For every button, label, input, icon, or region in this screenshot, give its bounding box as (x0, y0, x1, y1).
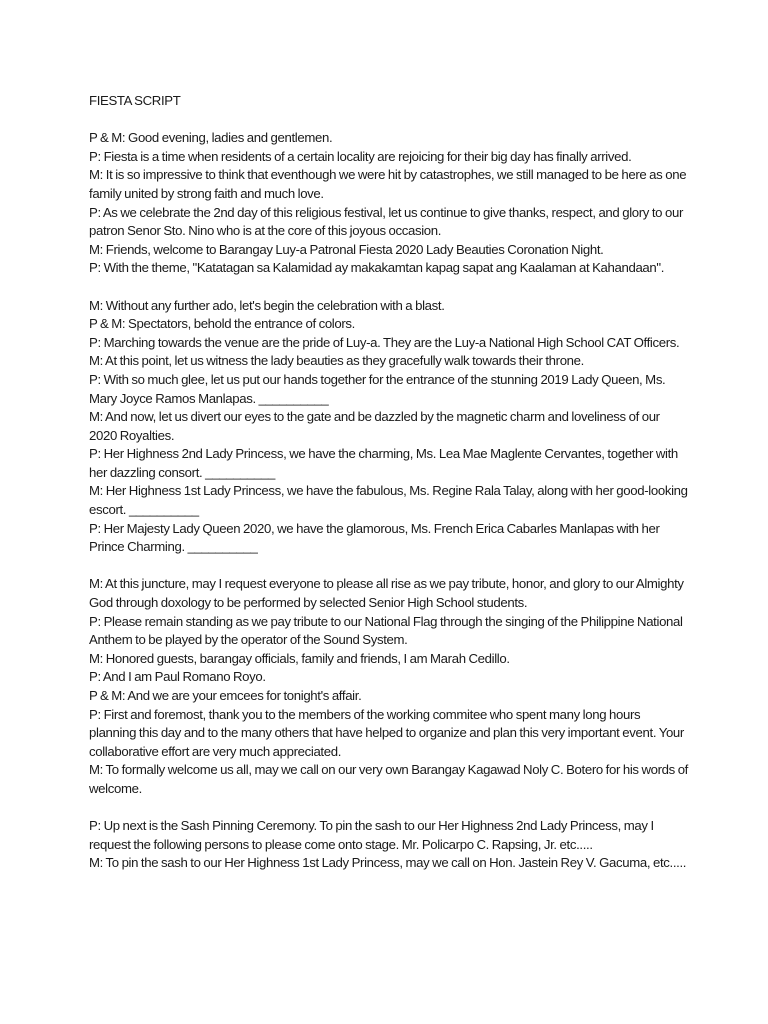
section-gap (89, 557, 689, 576)
script-line: P: Her Highness 2nd Lady Princess, we have the charming, Ms. Lea Mae Maglente Cervantes, together with her dazzling consort. __________ (89, 446, 678, 480)
script-line: P: Marching towards the venue are the pride of Luy-a. They are the Luy-a National High School CAT Officers. (89, 334, 680, 350)
script-line: P: As we celebrate the 2nd day of this religious festival, let us continue to give thanks, respect, and glory to our patron Senor Sto. Nino who is at the core of this joyous occasion. (89, 204, 683, 239)
script-body (89, 92, 689, 873)
script-line: M: To formally welcome us all, may we call on our very own Barangay Kagawad Noly C. Botero for his words of welcome. (89, 762, 688, 796)
script-line: P: Fiesta is a time when residents of a certain locality are rejoicing for their big day has finally arrived. (89, 148, 632, 164)
script-line: M: Friends, welcome to Barangay Luy-a Patronal Fiesta 2020 Lady Beauties Coronation Night. (89, 241, 604, 257)
script-line: M: At this juncture, may I request everyone to please all rise as we pay tribute, honor, and glory to our Almighty God through doxology to be performed by selected Senior High School students. (89, 576, 684, 611)
script-line: P & M: And we are your emcees for tonight's affair. (89, 688, 362, 703)
script-line: P: With the theme, "Katatagan sa Kalamidad ay makakamtan kapag sapat ang Kaalaman at Kahandaan". (89, 260, 665, 276)
script-line: P: And I am Paul Romano Royo. (89, 669, 266, 685)
script-line: M: Her Highness 1st Lady Princess, we have the fabulous, Ms. Regine Rala Talay, along with her good-looking escort. __________ (89, 483, 688, 518)
script-line: M: Without any further ado, let's begin the celebration with a blast. (89, 297, 445, 313)
script-line: P: Please remain standing as we pay tribute to our National Flag through the singing of the Philippine National Anthem to be played by the operator of the Sound System. (89, 613, 683, 648)
script-line: P & M: Good evening, ladies and gentlemen. (89, 130, 333, 146)
script-line: P: With so much glee, let us put our hands together for the entrance of the stunning 2019 Lady Queen, Ms. Mary Joyce Ramos Manlapas. __________ (89, 371, 666, 406)
script-line: P & M: Spectators, behold the entrance of colors. (89, 316, 355, 332)
script-line: M: To pin the sash to our Her Highness 1st Lady Princess, may we call on Hon. Jastein Rey V. Gacuma, etc..... (89, 855, 687, 871)
section-gap (89, 278, 689, 297)
section-gap (89, 799, 689, 818)
script-line: M: At this point, let us witness the lady beauties as they gracefully walk towards their throne. (89, 353, 584, 369)
document-title: FIESTA SCRIPT (89, 93, 181, 108)
script-line: P: Up next is the Sash Pinning Ceremony. To pin the sash to our Her Highness 2nd Lady Princess, may I request the following persons to please come onto stage. Mr. Policarpo C. Rapsing, Jr. etc..... (89, 818, 654, 852)
script-line: M: Honored guests, barangay officials, family and friends, I am Marah Cedillo. (89, 650, 510, 666)
script-line: P: Her Majesty Lady Queen 2020, we have the glamorous, Ms. French Erica Cabarles Manlapas with her Prince Charming. __________ (89, 520, 660, 555)
script-line: M: And now, let us divert our eyes to the gate and be dazzled by the magnetic charm and loveliness of our 2020 Royalties. (89, 409, 660, 443)
script-line: M: It is so impressive to think that eventhough we were hit by catastrophes, we still managed to be here as one family united by strong faith and much love. (89, 167, 687, 201)
script-line: P: First and foremost, thank you to the members of the working commitee who spent many long hours planning this day and to the many others that have helped to organize and plan this very important event. Your collaborative effort are very much appreciated. (89, 706, 684, 759)
